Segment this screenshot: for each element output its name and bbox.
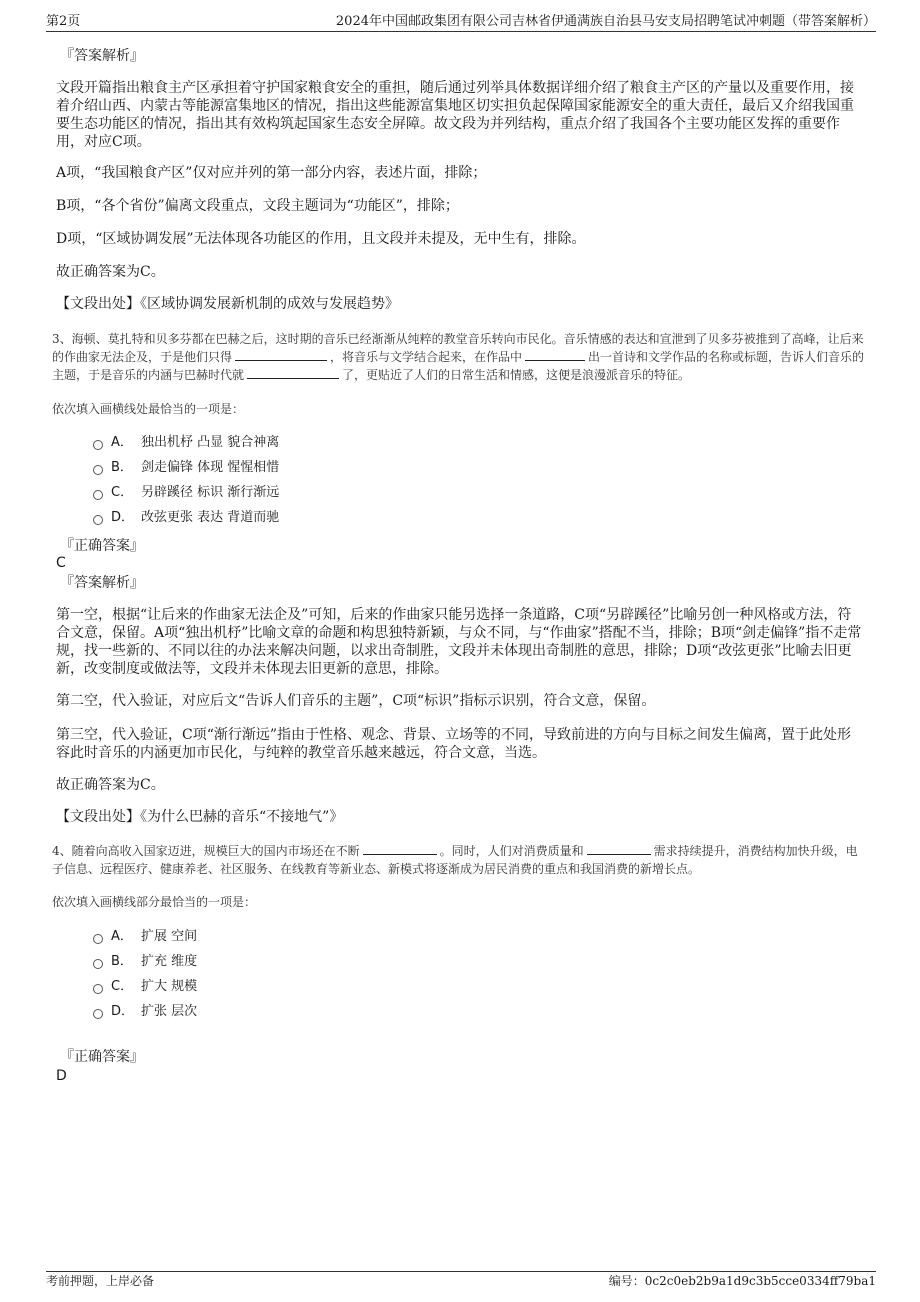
q2-analysis-option-a: A项，“我国粮食产区”仅对应并列的第一部分内容，表述片面，排除；	[56, 165, 487, 181]
q3-stem: 3、海顿、莫扎特和贝多芬都在巴赫之后，这时期的音乐已经渐渐从纯粹的教堂音乐转向市民化。音乐情感的表达和宣泄到了贝多芬被推到了高峰，让后来的作曲家无法企及，于是他们只得 ，将音乐与文学结合起来，在作品中 出一首诗和文学作品的名称或标题，告诉人们音乐的主题，于是音乐的内涵与巴赫时代就 了，更贴近了人们的日常生活和情感，这便是浪漫派音乐的特征。	[52, 332, 865, 382]
radio-icon[interactable]	[93, 490, 103, 500]
blank-2[interactable]	[587, 843, 651, 855]
q2-analysis-para: 文段开篇指出粮食主产区承担着守护国家粮食安全的重担，随后通过列举具体数据详细介绍了粮食主产区的产量以及重要作用，接着介绍山西、内蒙古等能源富集地区的情况，指出这些能源富集地区切实担负起保障国家能源安全的重大责任，最后又介绍我国重要生态功能区的情况，指出其有效构筑起国家生态安全屏障。故文段为并列结构，重点介绍了我国各个主要功能区发挥的重要作用，对应C项。	[56, 80, 854, 150]
radio-icon[interactable]	[93, 440, 103, 450]
radio-icon[interactable]	[93, 934, 103, 944]
q3-analysis-para-3: 第三空，代入验证，C项“渐行渐远”指由于性格、观念、背景、立场等的不同，导致前进的方向与目标之间发生偏离，置于此处形容此时音乐的内涵更加市民化，与纯粹的教堂音乐越来越远，符合文意，当选。	[56, 727, 852, 761]
page-number: 第2页	[46, 14, 81, 29]
q3-analysis-label: 『答案解析』	[60, 575, 144, 591]
q3-correct-label: 『正确答案』	[60, 538, 144, 554]
q3-correct-answer: C	[56, 555, 66, 571]
footer-slogan: 考前押题，上岸必备	[46, 1274, 155, 1288]
radio-icon[interactable]	[93, 1009, 103, 1019]
q4-instruction: 依次填入画横线部分最恰当的一项是：	[52, 895, 257, 909]
q3-source: 【文段出处】《为什么巴赫的音乐“不接地气”》	[56, 809, 344, 825]
q2-analysis-option-b: B项，“各个省份”偏离文段重点，文段主题词为“功能区”，排除；	[56, 198, 459, 214]
q4-stem: 4、随着向高收入国家迈进，规模巨大的国内市场还在不断 。同时，人们对消费质量和 需求持续提升，消费结构加快升级，电子信息、远程医疗、健康养老、社区服务、在线教育等新业态、新模式将逐渐成为居民消费的重点和我国消费的新增长点。	[52, 844, 858, 876]
q4-correct-answer: D	[56, 1068, 67, 1084]
q3-instruction: 依次填入画横线处最恰当的一项是：	[52, 402, 245, 416]
page-header	[46, 14, 876, 32]
q4-correct-label: 『正确答案』	[60, 1049, 144, 1065]
blank-2[interactable]	[525, 349, 585, 361]
blank-1[interactable]	[363, 843, 437, 855]
blank-3[interactable]	[247, 367, 339, 379]
footer-serial: 编号：0c2c0eb2b9a1d9c3b5cce0334ff79ba1	[608, 1274, 876, 1288]
q4-option-d[interactable]: D． 扩张 层次	[93, 1003, 197, 1021]
document-title: 2024年中国邮政集团有限公司吉林省伊通满族自治县马安支局招聘笔试冲刺题（带答案解析）	[335, 14, 876, 29]
radio-icon[interactable]	[93, 984, 103, 994]
q2-analysis-label: 『答案解析』	[60, 48, 144, 64]
q3-option-d[interactable]: D． 改弦更张 表达 背道而驰	[93, 509, 279, 527]
q3-conclusion: 故正确答案为C。	[56, 777, 165, 793]
q4-option-a[interactable]: A． 扩展 空间	[93, 928, 197, 946]
radio-icon[interactable]	[93, 465, 103, 475]
page-footer	[46, 1271, 876, 1289]
q3-option-c[interactable]: C． 另辟蹊径 标识 渐行渐远	[93, 484, 279, 502]
q3-option-b[interactable]: B． 剑走偏锋 体现 惺惺相惜	[93, 459, 279, 477]
q4-option-c[interactable]: C． 扩大 规模	[93, 978, 197, 996]
blank-1[interactable]	[235, 349, 327, 361]
radio-icon[interactable]	[93, 515, 103, 525]
q4-option-b[interactable]: B． 扩充 维度	[93, 953, 197, 971]
q2-source: 【文段出处】《区域协调发展新机制的成效与发展趋势》	[56, 296, 399, 312]
radio-icon[interactable]	[93, 959, 103, 969]
q3-analysis-para-1: 第一空，根据“让后来的作曲家无法企及”可知，后来的作曲家只能另选择一条道路，C项“另辟蹊径”比喻另创一种风格或方法，符合文意，保留。A项“独出机杼”比喻文章的命题和构思独特新颖，与众不同，与“作曲家”搭配不当，排除；B项“剑走偏锋”指不走常规，找一些新的、不同以往的办法来解决问题，以求出奇制胜，文段并未体现出奇制胜的意思，排除；D项“改弦更张”比喻去旧更新，改变制度或做法等，文段并未体现去旧更新的意思，排除。	[56, 607, 862, 677]
q2-analysis-option-d: D项，“区域协调发展”无法体现各功能区的作用，且文段并未提及，无中生有，排除。	[56, 231, 586, 247]
q2-conclusion: 故正确答案为C。	[56, 264, 165, 280]
q3-analysis-para-2: 第二空，代入验证，对应后文“告诉人们音乐的主题”，C项“标识”指标示识别，符合文意，保留。	[56, 693, 656, 709]
q3-option-a[interactable]: A． 独出机杼 凸显 貌合神离	[93, 434, 279, 452]
